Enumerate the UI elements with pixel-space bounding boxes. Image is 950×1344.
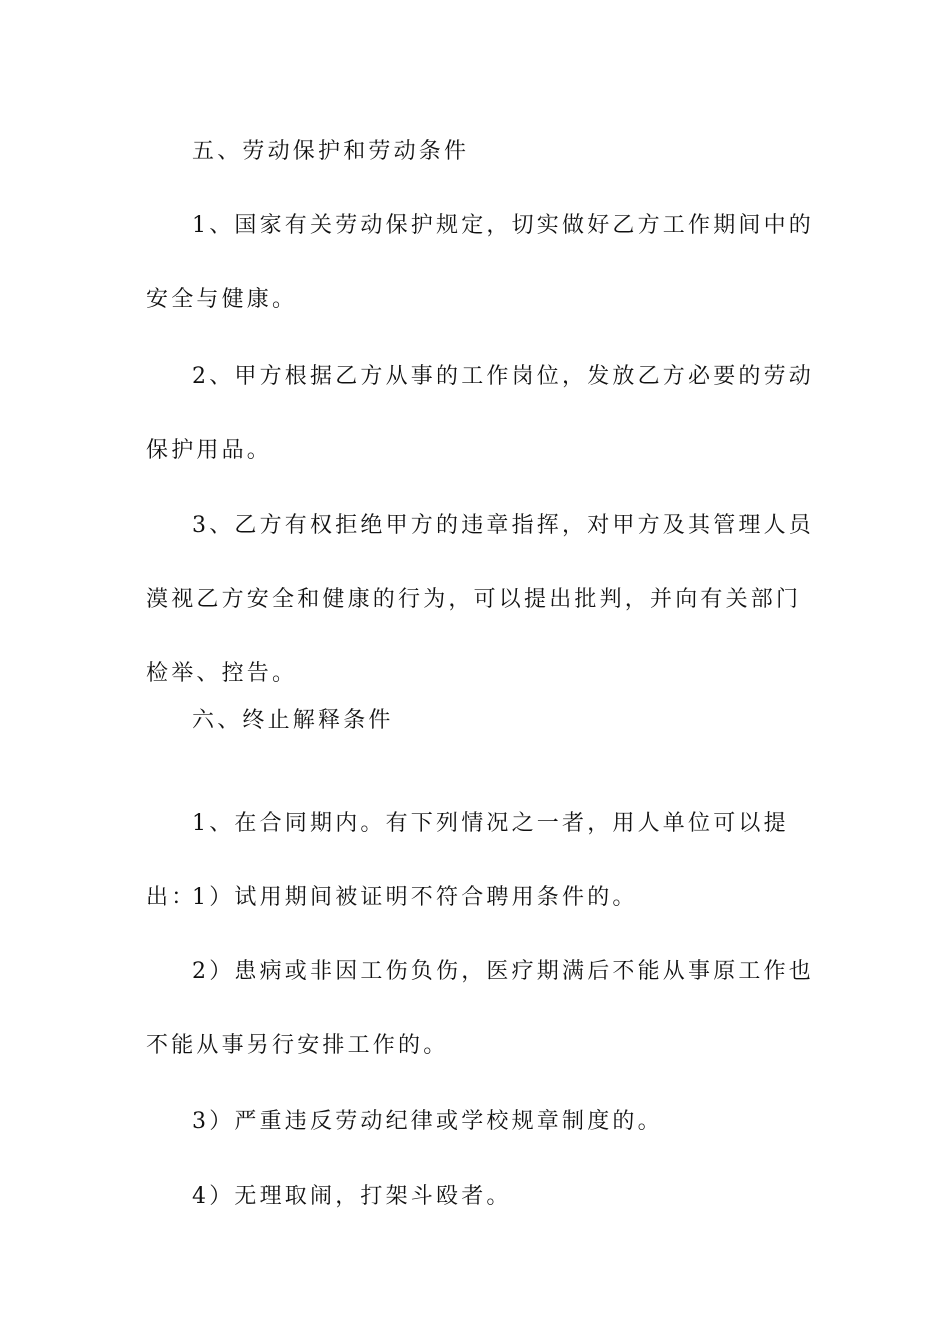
paragraph-item: 2、甲方根据乙方从事的工作岗位，发放乙方必要的劳动保护用品。 <box>146 364 814 463</box>
paragraph-item: 1、国家有关劳动保护规定，切实做好乙方工作期间中的安全与健康。 <box>146 213 814 312</box>
section-heading-termination: 六、终止解释条件 <box>192 708 394 733</box>
paragraph-item: 1、在合同期内。有下列情况之一者，用人单位可以提出： <box>146 811 789 910</box>
paragraph-item: 3、乙方有权拒绝甲方的违章指挥，对甲方及其管理人员漠视乙方安全和健康的行为，可以提出批判，并向有关部门检举、控告。 <box>146 513 814 686</box>
paragraph-item: 4）无理取闹，打架斗殴者。 <box>192 1184 512 1209</box>
paragraph-item: 1）试用期间被证明不符合聘用条件的。 <box>192 885 638 910</box>
section-heading-labor-protection: 五、劳动保护和劳动条件 <box>192 139 470 164</box>
paragraph-item: 3）严重违反劳动纪律或学校规章制度的。 <box>192 1109 663 1134</box>
paragraph-item: 2）患病或非因工伤负伤，医疗期满后不能从事原工作也不能从事另行安排工作的。 <box>146 959 814 1058</box>
